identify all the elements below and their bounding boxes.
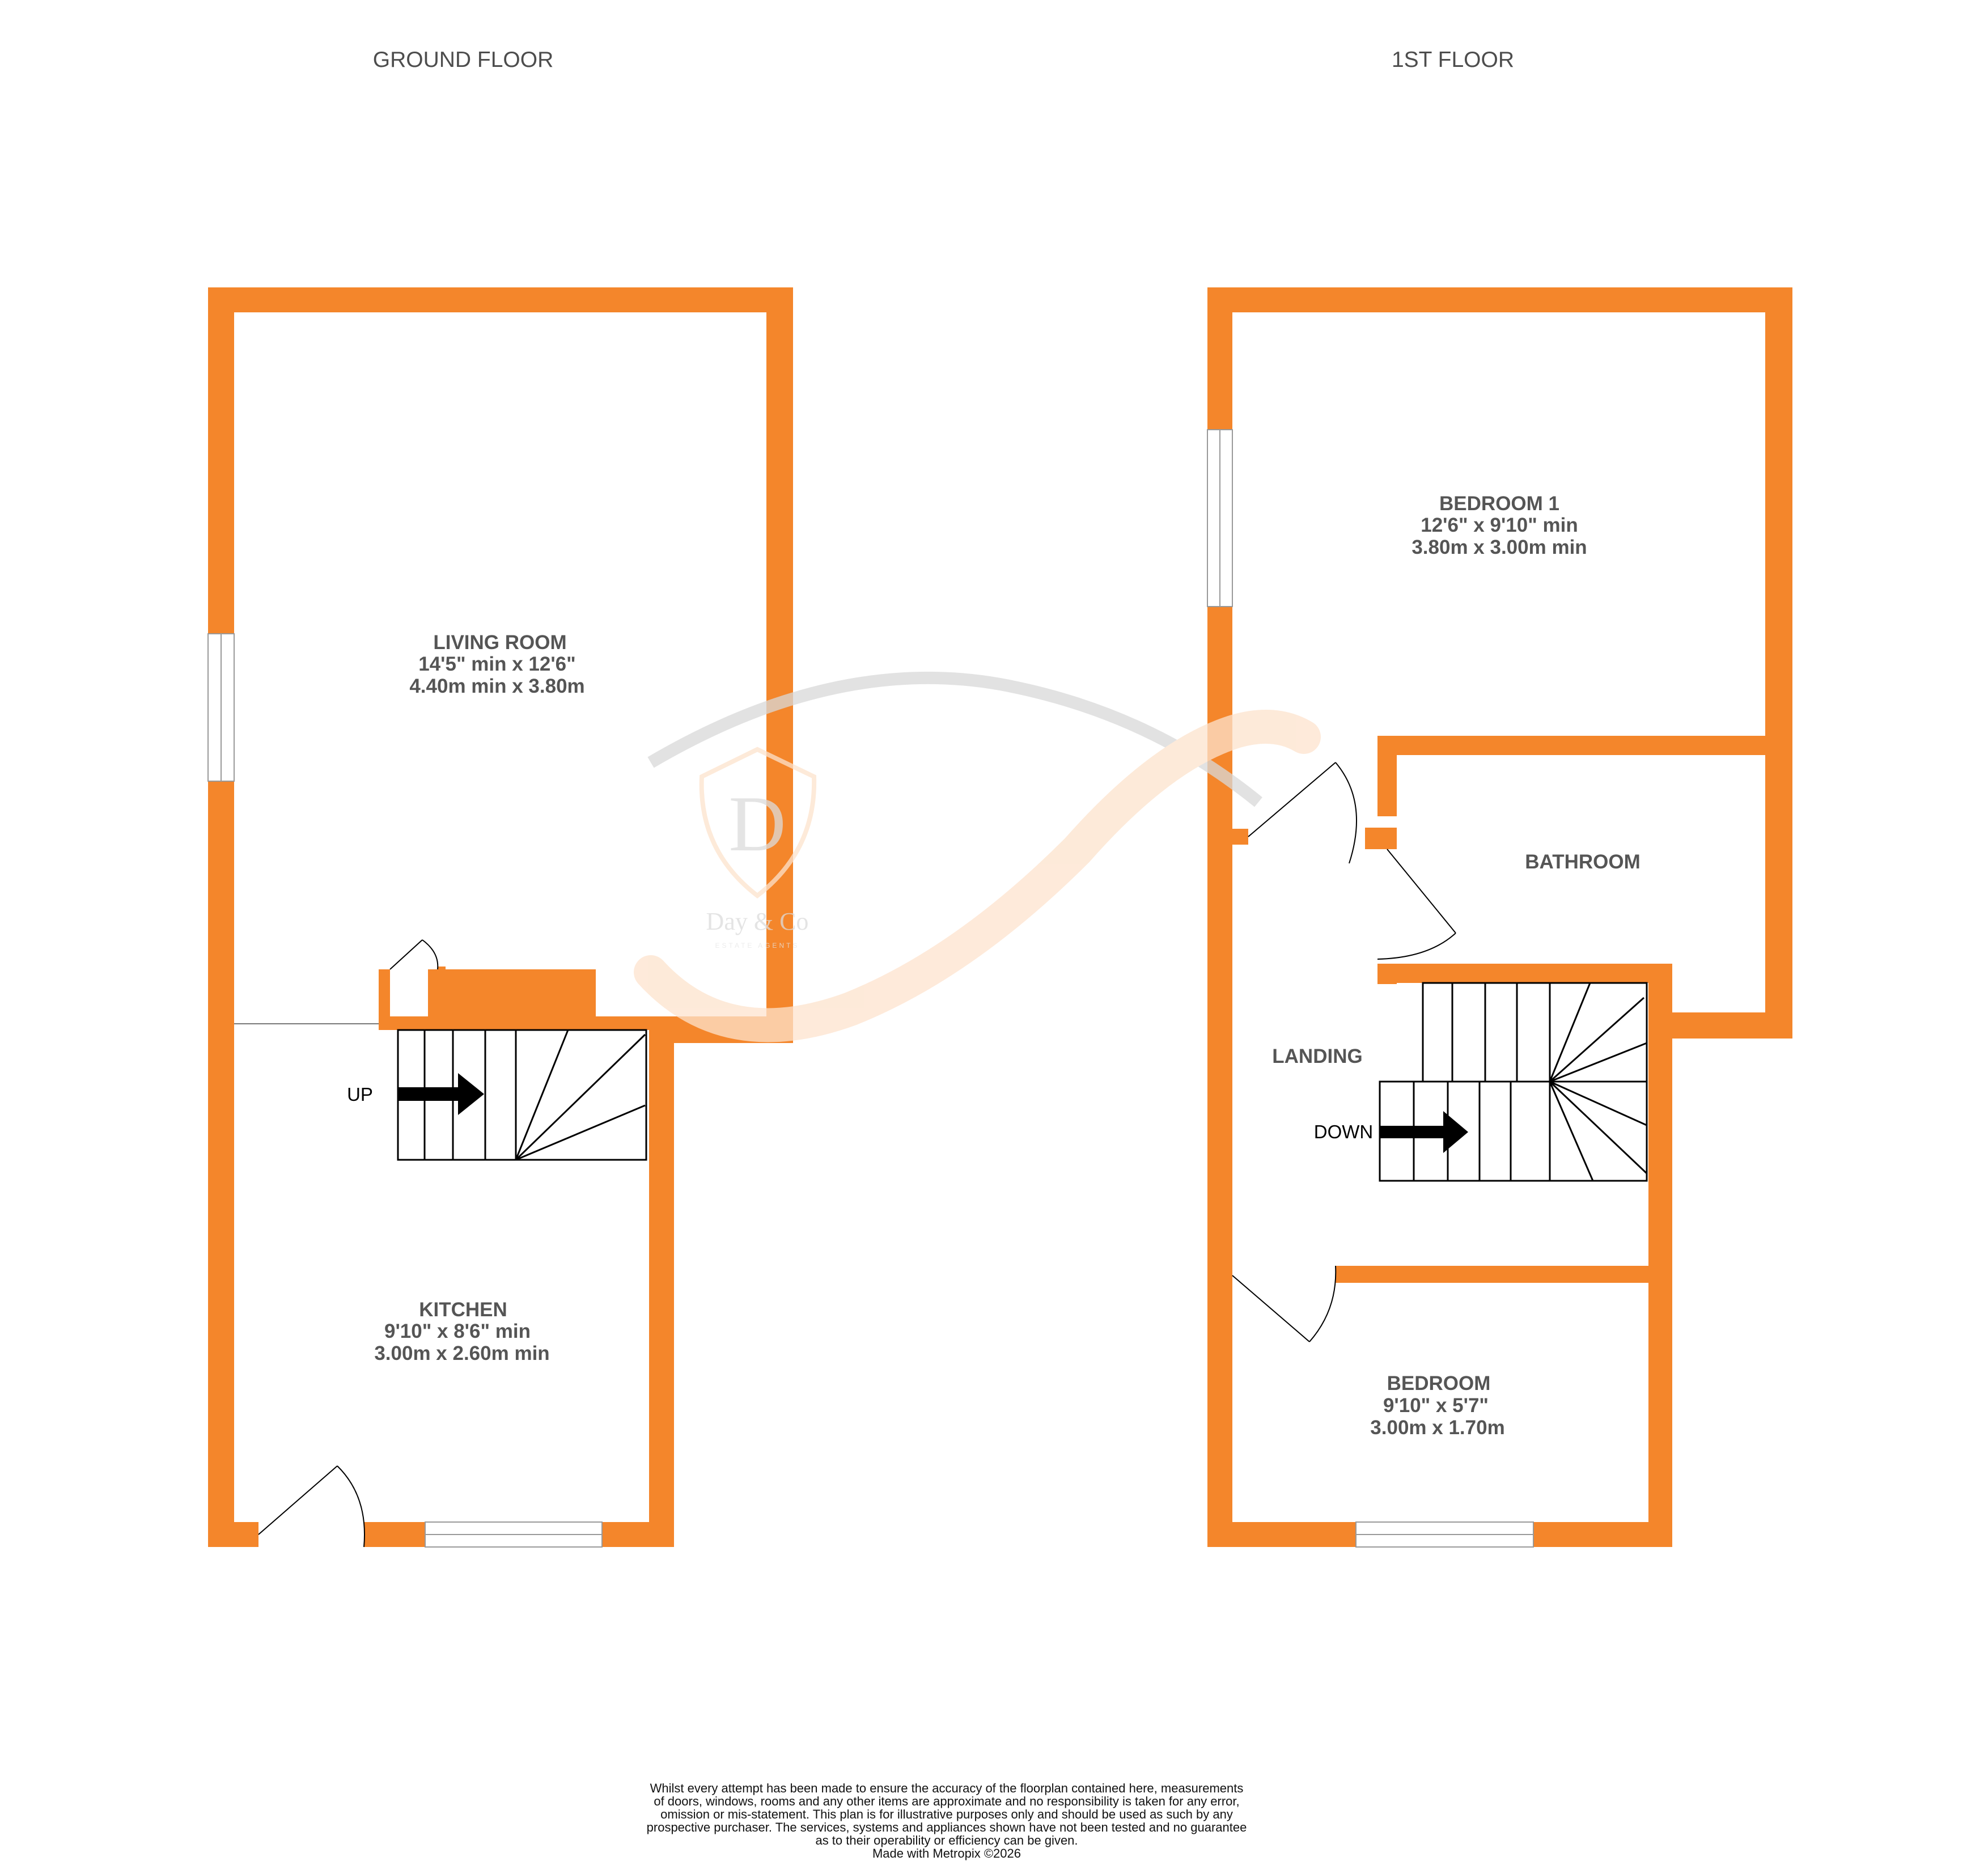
ground-floor-title: GROUND FLOOR	[372, 48, 554, 72]
bathroom-wall	[1377, 736, 1792, 755]
window	[1207, 430, 1232, 607]
first-floor-title: 1ST FLOOR	[1391, 48, 1515, 72]
living-room-label	[409, 631, 584, 697]
wall	[1207, 287, 1792, 312]
disclaimer-line: as to their operability or efficiency can be given.	[815, 1833, 1078, 1847]
watermark-brand: Day & Co	[706, 908, 809, 935]
partition-wall	[438, 967, 446, 974]
bedroom-door	[1232, 1266, 1336, 1342]
wall	[1648, 968, 1672, 1547]
wall	[208, 287, 793, 312]
room-name: KITCHEN	[419, 1299, 507, 1321]
cupboard-door	[390, 940, 438, 969]
window	[425, 1522, 602, 1547]
front-door	[258, 1466, 364, 1547]
room-dimensions-imperial: 14'5" min x 12'6"	[418, 653, 576, 675]
bathroom-wall	[1377, 964, 1397, 984]
bedroom-wall	[1336, 1266, 1672, 1283]
kitchen-label	[374, 1299, 549, 1364]
stairs-down-label: DOWN	[1313, 1121, 1374, 1142]
watermark-orange-swoosh	[651, 727, 1304, 1025]
bathroom-door	[1377, 849, 1456, 959]
partition-wall	[379, 969, 390, 1030]
disclaimer-line: of doors, windows, rooms and any other items are approximate and no responsibility is taken for any error,	[654, 1794, 1240, 1808]
room-name: BEDROOM 1	[1439, 493, 1559, 515]
disclaimer-line: omission or mis-statement. This plan is for illustrative purposes only and should be used as such by any	[660, 1807, 1233, 1821]
wall	[1765, 287, 1792, 1039]
wall	[1207, 1522, 1356, 1547]
partition-wall	[379, 1016, 649, 1030]
bathroom-label: BATHROOM	[1525, 851, 1641, 873]
room-dimensions-metric: 3.00m x 2.60m min	[374, 1342, 550, 1364]
chimney-breast	[428, 969, 596, 1018]
bedroom1-label	[1411, 493, 1587, 558]
wall	[1533, 1522, 1672, 1547]
window	[208, 634, 234, 781]
wall	[208, 287, 234, 1547]
bathroom-wall	[1377, 964, 1672, 983]
room-dimensions-metric: 3.00m x 1.70m	[1370, 1417, 1505, 1439]
bedroom-label	[1370, 1372, 1504, 1439]
wall	[649, 1016, 674, 1547]
window	[1356, 1522, 1533, 1547]
room-dimensions-metric: 3.80m x 3.00m min	[1411, 536, 1587, 558]
landing-label: LANDING	[1272, 1045, 1363, 1067]
wall	[1207, 829, 1248, 845]
wall	[208, 1522, 258, 1547]
disclaimer-credit: Made with Metropix ©2026	[872, 1846, 1021, 1860]
stairs-up-arrow	[398, 1073, 484, 1115]
watermark-monogram: D	[728, 780, 786, 868]
watermark	[651, 678, 1304, 1025]
room-dimensions-imperial: 9'10" x 5'7"	[1383, 1394, 1489, 1417]
bathroom-wall	[1365, 828, 1397, 849]
stairs-up-label: UP	[347, 1084, 373, 1105]
disclaimer-line: Whilst every attempt has been made to ensure the accuracy of the floorplan contained here, measurements	[650, 1781, 1244, 1795]
stairs-down-arrow	[1380, 1111, 1468, 1153]
ground-floor-plan	[208, 287, 793, 1547]
room-name: LIVING ROOM	[433, 631, 567, 654]
staircase	[1380, 983, 1647, 1181]
bedroom1-door	[1248, 762, 1357, 863]
room-dimensions-imperial: 9'10" x 8'6" min	[384, 1320, 531, 1342]
room-dimensions-imperial: 12'6" x 9'10" min	[1421, 514, 1578, 536]
room-dimensions-metric: 4.40m min x 3.80m	[409, 675, 585, 697]
bathroom-wall	[1377, 736, 1397, 816]
disclaimer	[573, 1782, 1321, 1860]
disclaimer-line: prospective purchaser. The services, systems and appliances shown have not been tested and no guarantee	[646, 1820, 1247, 1834]
first-floor-plan	[1207, 287, 1792, 1547]
room-name: BEDROOM	[1387, 1372, 1491, 1394]
wall	[1667, 1012, 1792, 1039]
watermark-tagline: ESTATE AGENTS	[715, 942, 800, 950]
